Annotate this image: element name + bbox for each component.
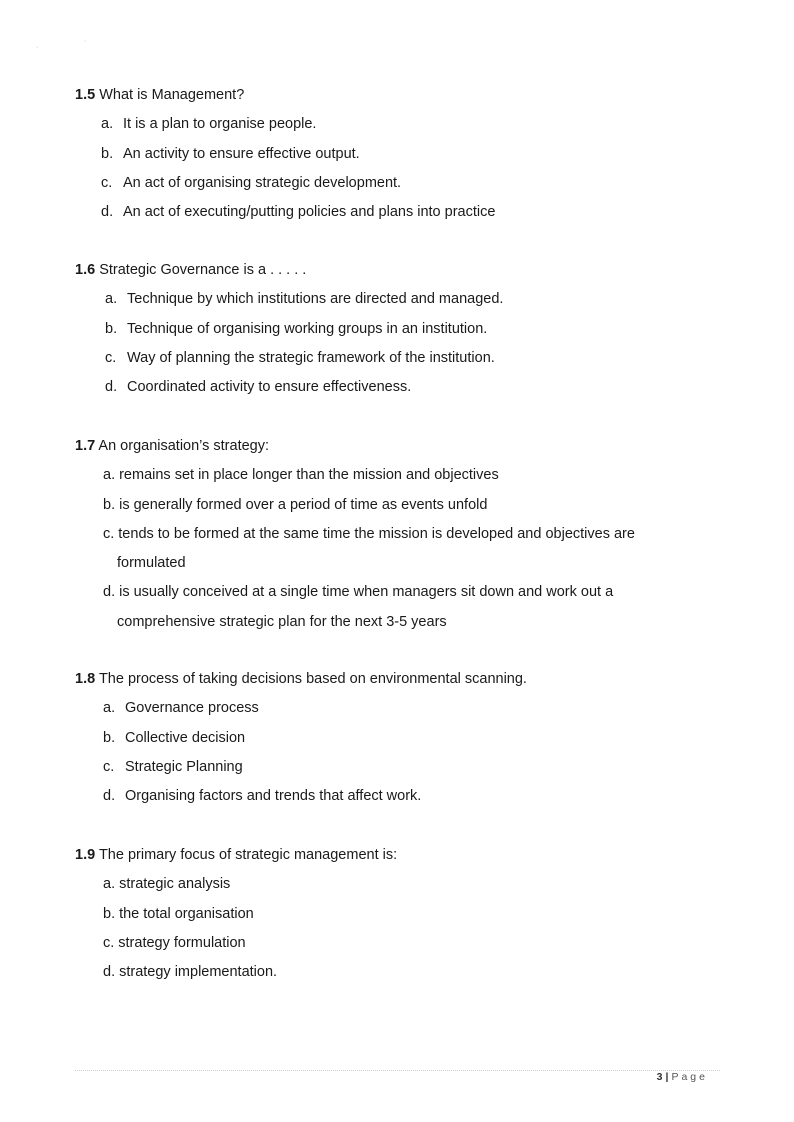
option-c <box>75 929 735 958</box>
option-text: An act of executing/putting policies and plans into practice <box>123 204 496 221</box>
question-stem <box>75 432 735 461</box>
option-c <box>75 753 735 782</box>
question-stem <box>75 81 735 110</box>
option-text: An act of organising strategic development. <box>123 174 402 191</box>
option-letter: b. <box>103 729 116 746</box>
option-a <box>75 285 735 314</box>
question-number: 1.9 <box>75 847 96 863</box>
question-1-9 <box>75 841 735 987</box>
option-text: strategy implementation. <box>119 964 278 981</box>
question-text: The primary focus of strategic management is: <box>98 847 398 863</box>
option-b <box>75 900 735 929</box>
option-text: remains set in place longer than the mission and objectives <box>119 467 499 484</box>
option-text: strategy formulation <box>118 934 246 951</box>
footer-separator: | <box>665 1071 669 1083</box>
option-text: the total organisation <box>119 905 254 922</box>
question-number: 1.8 <box>75 671 96 687</box>
page-number: 3 <box>656 1071 663 1083</box>
option-letter: a. <box>103 876 116 893</box>
option-letter: d. <box>103 964 116 981</box>
option-text: is usually conceived at a single time when managers sit down and work out a <box>119 584 614 601</box>
option-a <box>75 461 735 490</box>
question-stem <box>75 665 735 694</box>
option-text: Technique by which institutions are directed and managed. <box>127 291 504 308</box>
option-c <box>75 520 735 579</box>
option-b <box>75 491 735 520</box>
option-text: is generally formed over a period of time as events unfold <box>119 496 488 513</box>
option-text: Collective decision <box>125 729 246 746</box>
question-1-7 <box>75 432 735 637</box>
question-stem <box>75 256 735 285</box>
scan-speck: · <box>84 38 87 45</box>
question-number: 1.7 <box>75 438 96 454</box>
option-letter: c. <box>101 174 113 191</box>
option-text-continued: formulated <box>117 555 186 572</box>
question-text: Strategic Governance is a . . . . . <box>99 262 307 278</box>
option-letter: c. <box>103 525 115 542</box>
option-d <box>75 782 735 811</box>
option-b <box>75 315 735 344</box>
question-text: What is Management? <box>99 87 245 103</box>
option-b <box>75 140 735 169</box>
option-d <box>75 198 735 227</box>
option-b <box>75 724 735 753</box>
option-letter: a. <box>105 291 118 308</box>
option-text: Technique of organising working groups in an institution. <box>127 320 488 337</box>
option-text: Governance process <box>125 700 259 717</box>
option-letter: a. <box>103 700 116 717</box>
footer-divider <box>75 1070 720 1071</box>
question-1-8 <box>75 665 735 811</box>
scan-speck: · <box>36 44 39 51</box>
option-a <box>75 110 735 139</box>
option-c <box>75 169 735 198</box>
question-number: 1.6 <box>75 262 96 278</box>
page-footer <box>657 1071 708 1083</box>
question-number: 1.5 <box>75 87 96 103</box>
option-letter: a. <box>103 467 116 484</box>
question-1-6 <box>75 256 735 402</box>
option-text: Way of planning the strategic framework of the institution. <box>127 349 495 366</box>
option-a <box>75 870 735 899</box>
option-letter: b. <box>103 496 116 513</box>
question-1-5 <box>75 81 735 227</box>
option-letter: d. <box>101 204 114 221</box>
page-label: Page <box>671 1071 708 1083</box>
option-letter: b. <box>105 320 118 337</box>
option-letter: c. <box>105 349 117 366</box>
option-text-continued: comprehensive strategic plan for the next 3-5 years <box>117 613 447 630</box>
option-text: Organising factors and trends that affect work. <box>125 788 422 805</box>
option-d <box>75 373 735 402</box>
option-a <box>75 694 735 723</box>
option-text: tends to be formed at the same time the mission is developed and objectives are <box>118 525 635 542</box>
option-d <box>75 578 735 637</box>
option-letter: d. <box>103 788 116 805</box>
option-text: Coordinated activity to ensure effectiveness. <box>127 379 412 396</box>
option-text: Strategic Planning <box>125 758 243 775</box>
option-letter: d. <box>103 584 116 601</box>
option-letter: d. <box>105 379 118 396</box>
option-d <box>75 958 735 987</box>
option-text: It is a plan to organise people. <box>123 116 317 133</box>
option-text: strategic analysis <box>119 876 231 893</box>
option-letter: b. <box>101 145 114 162</box>
option-text: An activity to ensure effective output. <box>123 145 360 162</box>
option-letter: c. <box>103 758 115 775</box>
option-c <box>75 344 735 373</box>
question-text: An organisation’s strategy: <box>98 438 270 454</box>
question-text: The process of taking decisions based on environmental scanning. <box>98 671 527 687</box>
question-stem <box>75 841 735 870</box>
option-letter: c. <box>103 934 115 951</box>
option-letter: b. <box>103 905 116 922</box>
option-letter: a. <box>101 116 114 133</box>
